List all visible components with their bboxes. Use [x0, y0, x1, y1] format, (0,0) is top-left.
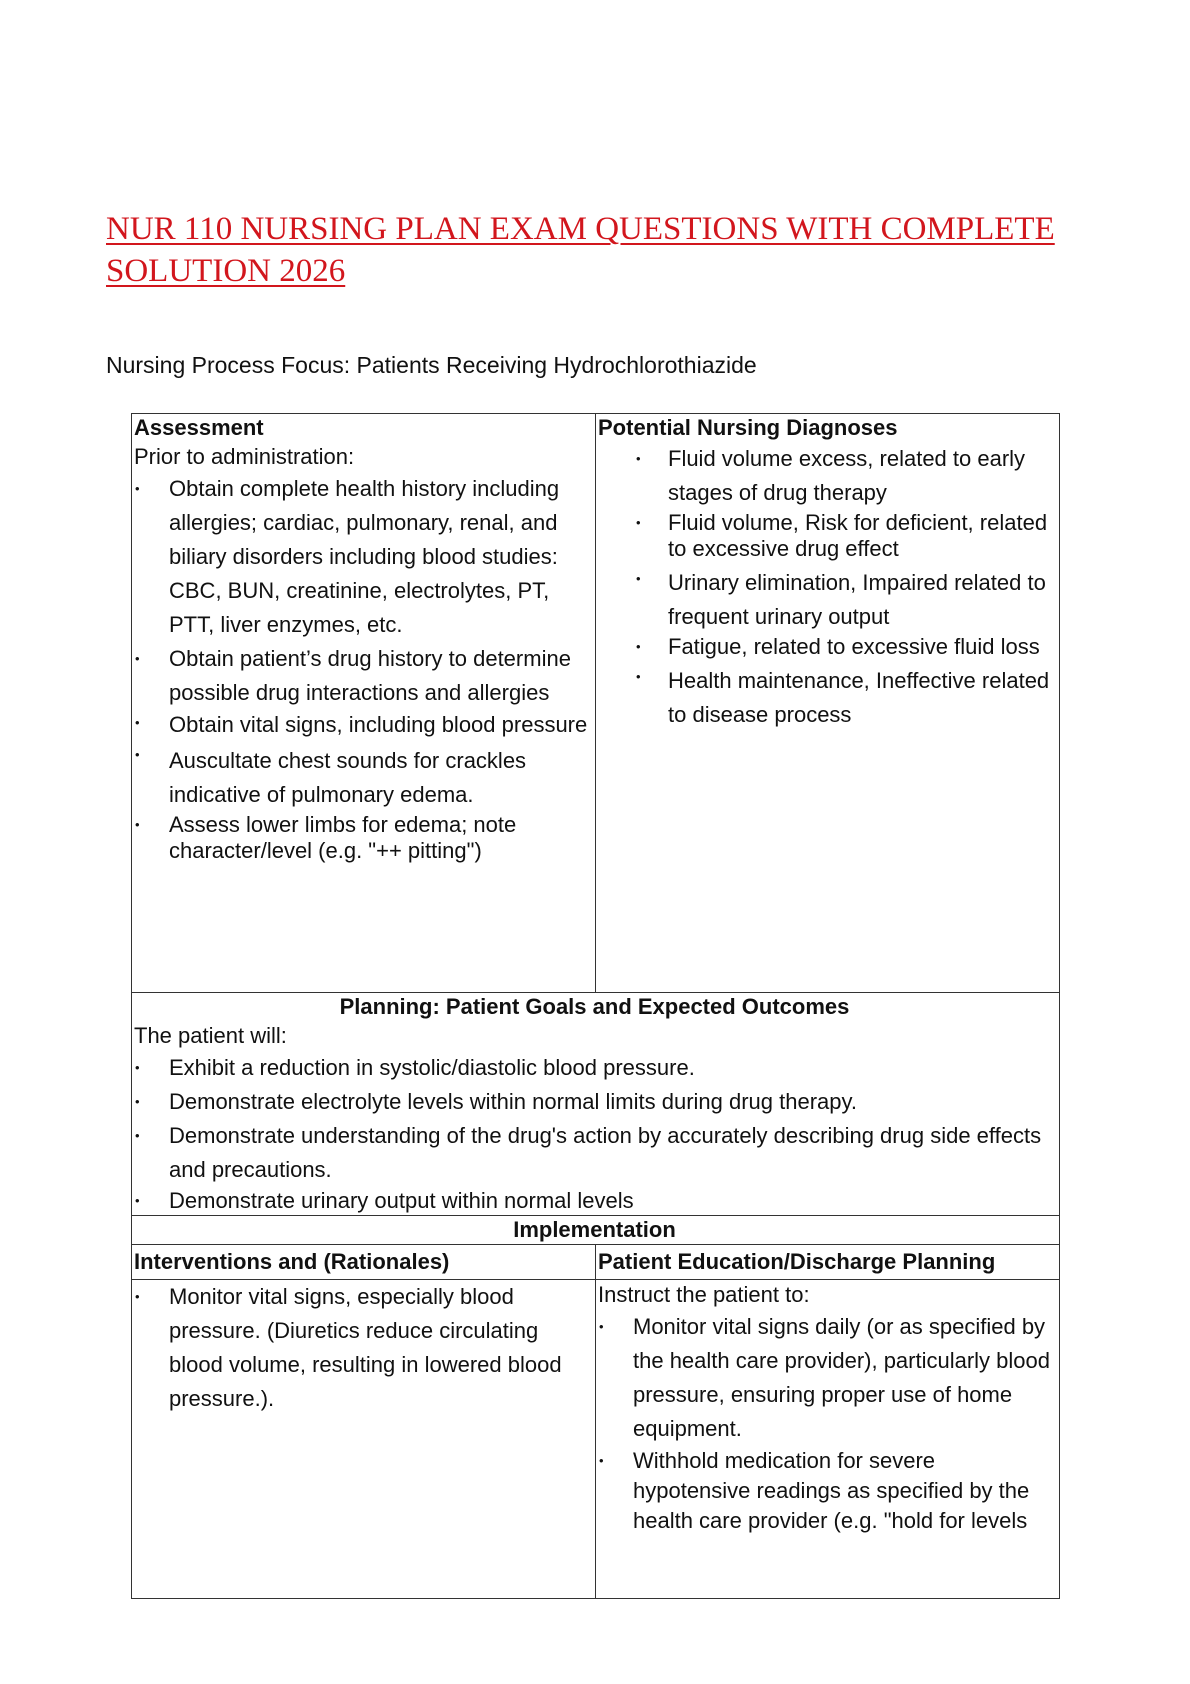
list-item: • Obtain patient’s drug history to determine possible drug interactions and allergies [134, 642, 591, 710]
education-list [598, 1310, 1055, 1536]
list-item: • Auscultate chest sounds for crackles indicative of pulmonary edema. [134, 738, 591, 812]
planning-heading: Planning: Patient Goals and Expected Outcomes [339, 994, 850, 1019]
assessment-list [134, 472, 591, 864]
interventions-heading: Interventions and (Rationales) [132, 1245, 596, 1280]
document-title [106, 208, 1106, 292]
planning-list [134, 1051, 1055, 1215]
list-item: • Demonstrate urinary output within normal levels [134, 1187, 1055, 1215]
education-heading: Patient Education/Discharge Planning [596, 1245, 1060, 1280]
assessment-intro: Prior to administration: [134, 444, 355, 469]
list-item: • Monitor vital signs, especially blood pressure. (Diuretics reduce circulating blood volume, resulting in lowered blood pressure.). [134, 1280, 591, 1416]
list-item: • Obtain complete health history including allergies; cardiac, pulmonary, renal, and biliary disorders including blood studies: CBC, BUN, creatinine, electrolytes, PT, PTT, liver enzymes, etc. [134, 472, 591, 642]
document-subtitle: Nursing Process Focus: Patients Receiving Hydrochlorothiazide [106, 352, 757, 378]
diagnoses-heading: Potential Nursing Diagnoses [598, 415, 898, 440]
list-item: • Fatigue, related to excessive fluid loss [598, 634, 1055, 660]
assessment-diagnoses-row [132, 414, 1060, 993]
list-item: • Assess lower limbs for edema; note character/level (e.g. "++ pitting") [134, 812, 591, 864]
implementation-heading: Implementation [132, 1216, 1060, 1245]
list-item: • Health maintenance, Ineffective related to disease process [598, 660, 1055, 732]
implementation-subheading-row [132, 1245, 1060, 1280]
list-item: • Fluid volume excess, related to early stages of drug therapy [598, 442, 1055, 510]
list-item: • Monitor vital signs daily (or as specified by the health care provider), particularly blood pressure, ensuring proper use of home equipment. [598, 1310, 1055, 1446]
implementation-heading-row [132, 1216, 1060, 1245]
implementation-content-row [132, 1280, 1060, 1599]
list-item: • Demonstrate electrolyte levels within normal limits during drug therapy. [134, 1085, 1055, 1119]
list-item: • Fluid volume, Risk for deficient, related to excessive drug effect [598, 510, 1055, 562]
list-item: • Demonstrate understanding of the drug's action by accurately describing drug side effects and precautions. [134, 1119, 1055, 1187]
education-cell [596, 1280, 1060, 1599]
list-item: • Obtain vital signs, including blood pressure [134, 710, 591, 738]
assessment-cell [132, 414, 596, 993]
list-item: • Urinary elimination, Impaired related to frequent urinary output [598, 562, 1055, 634]
education-intro: Instruct the patient to: [598, 1282, 810, 1307]
interventions-cell [132, 1280, 596, 1599]
list-item: • Exhibit a reduction in systolic/diastolic blood pressure. [134, 1051, 1055, 1085]
assessment-heading: Assessment [134, 415, 264, 440]
interventions-list [134, 1280, 591, 1416]
list-item: • Withhold medication for severe hypotensive readings as specified by the health care provider (e.g. "hold for levels [598, 1446, 1055, 1536]
nursing-plan-table [131, 413, 1060, 1599]
diagnoses-cell [596, 414, 1060, 993]
diagnoses-list [598, 442, 1055, 732]
title-line-1: NUR 110 NURSING PLAN EXAM QUESTIONS WITH COMPLETE [106, 211, 1055, 247]
title-line-2: SOLUTION 2026 [106, 253, 346, 289]
planning-intro: The patient will: [134, 1023, 287, 1048]
planning-row [132, 993, 1060, 1216]
planning-cell [132, 993, 1060, 1216]
